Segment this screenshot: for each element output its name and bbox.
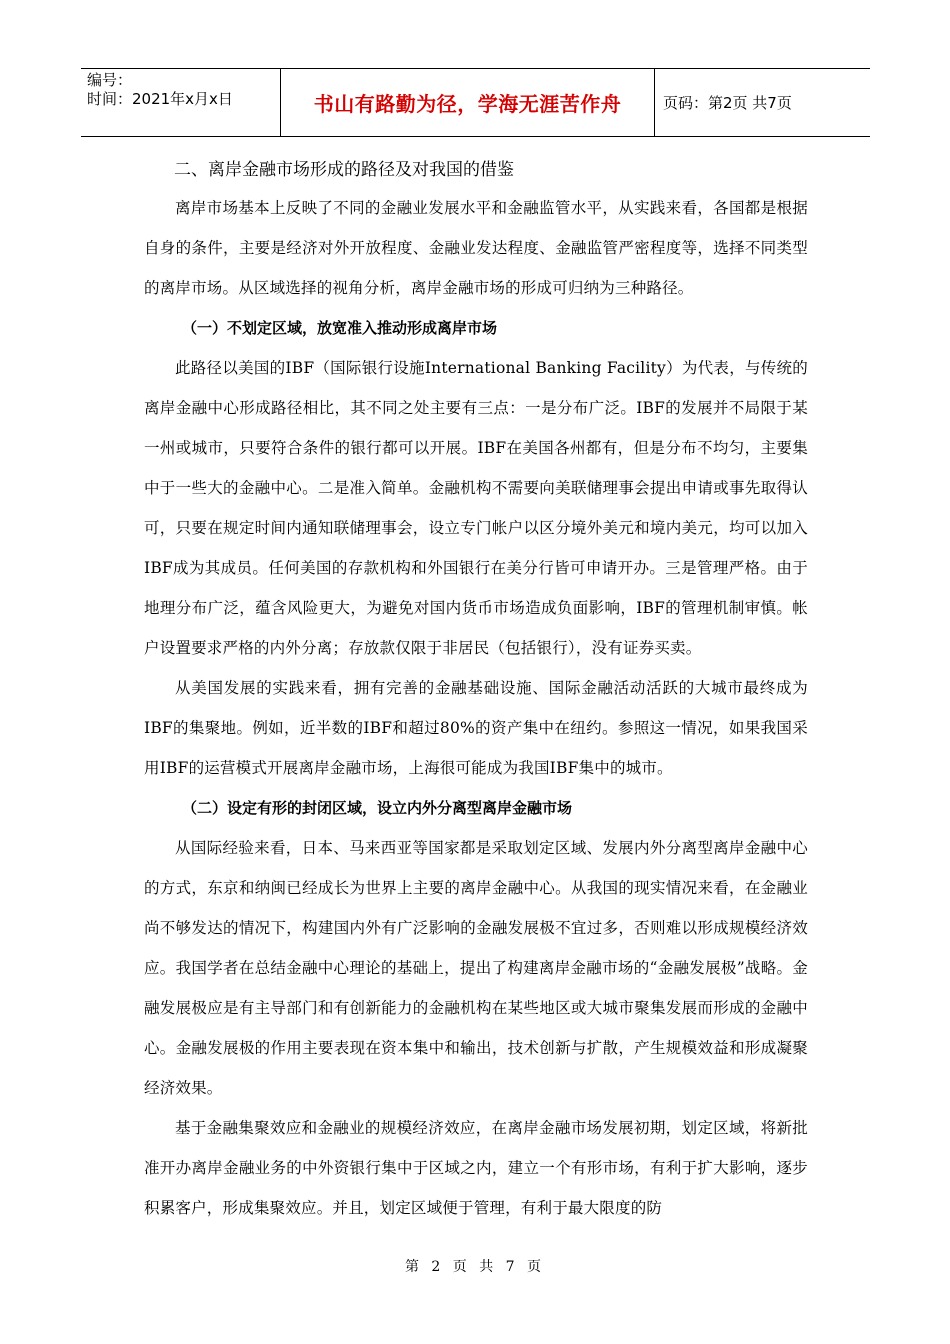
header-meta bbox=[81, 69, 281, 136]
paragraph: 从美国发展的实践来看，拥有完善的金融基础设施、国际金融活动活跃的大城市最终成为IBF的集聚地。例如，近半数的IBF和超过80%的资产集中在纽约。参照这一情况，如果我国采用IBF的运营模式开展离岸金融市场，上海很可能成为我国IBF集中的城市。 bbox=[144, 679, 808, 777]
subsection-title-2: （二）设定有形的封闭区域，设立内外分离型离岸金融市场 bbox=[182, 799, 573, 817]
page-header bbox=[81, 68, 870, 137]
subsection-title-1: （一）不划定区域，放宽准入推动形成离岸市场 bbox=[182, 319, 498, 337]
header-page-code-cell bbox=[655, 69, 870, 136]
header-motto: 书山有路勤为径，学海无涯苦作舟 bbox=[313, 92, 622, 116]
paragraph: 离岸市场基本上反映了不同的金融业发展水平和金融监管水平，从实践来看，各国都是根据自身的条件，主要是经济对外开放程度、金融业发达程度、金融监管严密程度等，选择不同类型的离岸市场。从区域选择的视角分析，离岸金融市场的形成可归纳为三种路径。 bbox=[144, 199, 808, 297]
section-title: 二、离岸金融市场形成的路径及对我国的借鉴 bbox=[174, 160, 514, 180]
header-motto-cell bbox=[281, 69, 655, 136]
document-body bbox=[144, 152, 808, 1228]
page-footer: 第 2 页 共 7 页 bbox=[404, 1259, 546, 1275]
document-number-label: 编号： bbox=[87, 71, 133, 89]
document-time: 时间：2021年x月x日 bbox=[87, 90, 233, 108]
paragraph: 从国际经验来看，日本、马来西亚等国家都是采取划定区域、发展内外分离型离岸金融中心的方式，东京和纳闽已经成长为世界上主要的离岸金融中心。从我国的现实情况来看，在金融业尚不够发达的情况下，构建国内外有广泛影响的金融发展极不宜过多，否则难以形成规模经济效应。我国学者在总结金融中心理论的基础上，提出了构建离岸金融市场的“金融发展极”战略。金融发展极应是有主导部门和有创新能力的金融机构在某些地区或大城市聚集发展而形成的金融中心。金融发展极的作用主要表现在资本集中和输出，技术创新与扩散，产生规模效益和形成凝聚经济效果。 bbox=[144, 839, 808, 1097]
paragraph: 基于金融集聚效应和金融业的规模经济效应，在离岸金融市场发展初期，划定区域，将新批准开办离岸金融业务的中外资银行集中于区域之内，建立一个有形市场，有利于扩大影响，逐步积累客户，形成集聚效应。并且，划定区域便于管理，有利于最大限度的防 bbox=[144, 1119, 808, 1217]
paragraph: 此路径以美国的IBF（国际银行设施International Banking Facility）为代表，与传统的离岸金融中心形成路径相比，其不同之处主要有三点：一是分布广泛。IBF的发展并不局限于某一州或城市，只要符合条件的银行都可以开展。IBF在美国各州都有，但是分布不均匀，主要集中于一些大的金融中心。二是准入简单。金融机构不需要向美联储理事会提出申请或事先取得认可，只要在规定时间内通知联储理事会，设立专门帐户以区分境外美元和境内美元，均可以加入IBF成为其成员。任何美国的存款机构和外国银行在美分行皆可申请开办。三是管理严格。由于地理分布广泛，蕴含风险更大，为避免对国内货币市场造成负面影响，IBF的管理机制审慎。帐户设置要求严格的内外分离；存放款仅限于非居民（包括银行），没有证券买卖。 bbox=[144, 359, 808, 657]
header-page-code: 页码：第2页 共7页 bbox=[663, 94, 792, 112]
